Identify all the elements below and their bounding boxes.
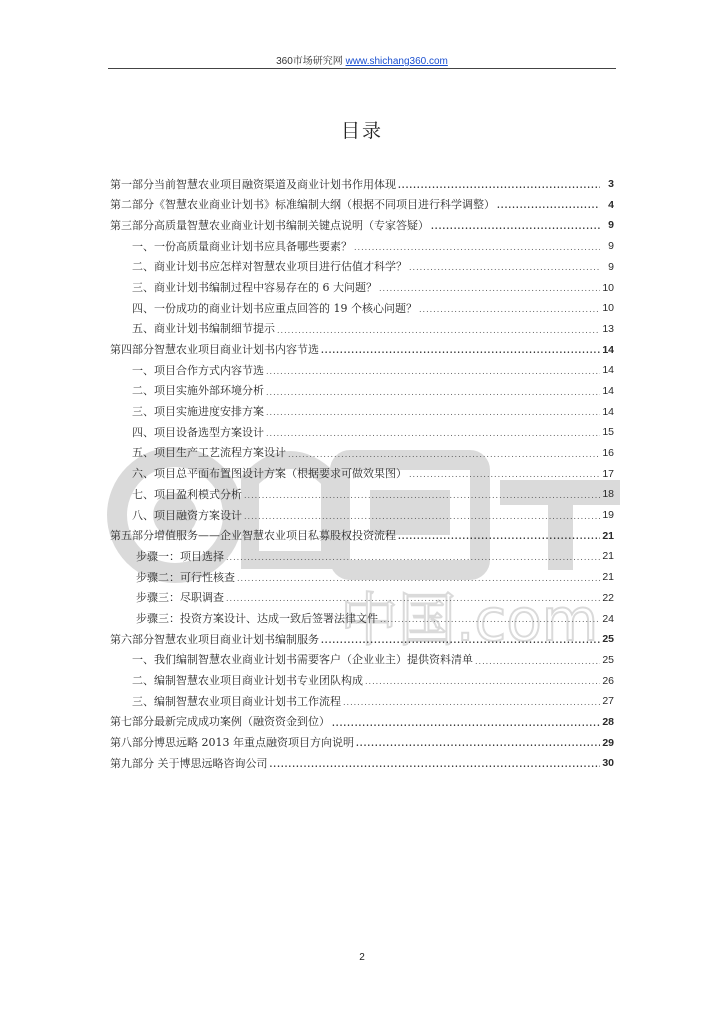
toc-entry-page-number: 10 xyxy=(602,281,614,294)
toc-entry-label: 二、商业计划书应怎样对智慧农业项目进行估值才科学？ xyxy=(132,260,407,274)
toc-leader-dots xyxy=(332,718,600,729)
toc-subsection-entry[interactable] xyxy=(110,273,614,294)
header-divider xyxy=(108,68,616,69)
toc-subsection-entry[interactable] xyxy=(110,667,614,688)
toc-entry-label: 第五部分增值服务——企业智慧农业项目私募股权投资流程 xyxy=(110,529,396,543)
toc-entry-label: 八、项目融资方案设计 xyxy=(132,508,242,522)
toc-entry-page-number: 4 xyxy=(608,198,614,211)
toc-entry-page-number: 25 xyxy=(602,653,614,666)
toc-leader-dots xyxy=(343,697,600,708)
toc-leader-dots xyxy=(380,614,600,625)
toc-entry-page-number: 29 xyxy=(602,736,614,749)
toc-entry-page-number: 15 xyxy=(602,426,614,439)
toc-entry-label: 二、项目实施外部环境分析 xyxy=(132,384,264,398)
toc-leader-dots xyxy=(277,325,600,336)
toc-subsection-entry[interactable] xyxy=(110,439,614,460)
toc-section-entry[interactable] xyxy=(110,749,614,770)
toc-leader-dots xyxy=(266,387,600,398)
toc-entry-label: 一、一份高质量商业计划书应具备哪些要素？ xyxy=(132,239,352,253)
toc-leader-dots xyxy=(321,345,600,356)
toc-subsection-entry[interactable] xyxy=(110,418,614,439)
toc-entry-label: 二、编制智慧农业项目商业计划书专业团队构成 xyxy=(132,674,363,687)
toc-entry-page-number: 9 xyxy=(608,240,614,253)
toc-section-entry[interactable] xyxy=(110,336,614,357)
toc-entry-page-number: 16 xyxy=(602,447,614,460)
toc-leader-dots xyxy=(379,283,600,294)
toc-leader-dots xyxy=(266,428,600,439)
toc-section-entry[interactable] xyxy=(110,170,614,191)
toc-subsection-entry[interactable] xyxy=(110,646,614,667)
toc-entry-label: 第二部分《智慧农业商业计划书》标准编制大纲（根据不同项目进行科学调整） xyxy=(110,198,495,212)
toc-leader-dots xyxy=(244,490,600,501)
toc-section-entry[interactable] xyxy=(110,522,614,543)
toc-entry-page-number: 27 xyxy=(602,695,614,708)
toc-leader-dots xyxy=(475,656,600,667)
toc-entry-page-number: 17 xyxy=(602,467,614,480)
toc-entry-page-number: 26 xyxy=(602,674,614,687)
page-title: 目录 xyxy=(340,120,383,142)
page-number: 2 xyxy=(359,952,365,963)
toc-entry-label: 七、项目盈利模式分析 xyxy=(132,487,242,501)
toc-subsection-entry[interactable] xyxy=(110,501,614,522)
toc-entry-label: 第七部分最新完成成功案例（融资资金到位） xyxy=(110,715,330,729)
toc-subsection-entry[interactable] xyxy=(110,584,614,605)
toc-subsection-entry[interactable] xyxy=(110,460,614,481)
toc-subsection-entry[interactable] xyxy=(110,604,614,625)
toc-leader-dots xyxy=(497,200,600,211)
header-url-link[interactable]: www.shichang360.com xyxy=(345,56,448,67)
toc-subsection-entry[interactable] xyxy=(110,232,614,253)
toc-entry-label: 一、项目合作方式内容节选 xyxy=(132,363,264,377)
toc-entry-page-number: 19 xyxy=(602,509,614,522)
toc-leader-dots xyxy=(226,593,600,604)
toc-entry-page-number: 21 xyxy=(602,571,614,584)
toc-leader-dots xyxy=(288,449,600,460)
toc-leader-dots xyxy=(244,511,600,522)
toc-subsection-entry[interactable] xyxy=(110,687,614,708)
toc-entry-label: 五、项目生产工艺流程方案设计 xyxy=(132,446,286,460)
toc-entry-page-number: 14 xyxy=(602,384,614,397)
toc-subsection-entry[interactable] xyxy=(110,377,614,398)
toc-leader-dots xyxy=(409,469,600,480)
toc-entry-page-number: 25 xyxy=(602,633,614,646)
toc-entry-label: 五、商业计划书编制细节提示 xyxy=(132,322,275,336)
toc-entry-page-number: 21 xyxy=(602,529,614,542)
toc-entry-page-number: 14 xyxy=(602,364,614,377)
toc-section-entry[interactable] xyxy=(110,729,614,750)
table-of-contents xyxy=(110,170,614,770)
toc-entry-page-number: 22 xyxy=(602,591,614,604)
watermark-text: 中国.com xyxy=(340,586,599,654)
toc-entry-label: 四、项目设备选型方案设计 xyxy=(132,425,264,439)
toc-subsection-entry[interactable] xyxy=(110,563,614,584)
toc-entry-label: 第一部分当前智慧农业项目融资渠道及商业计划书作用体现 xyxy=(110,177,396,191)
toc-section-entry[interactable] xyxy=(110,625,614,646)
toc-entry-label: 第三部分高质量智慧农业商业计划书编制关键点说明（专家答疑） xyxy=(110,218,429,232)
toc-leader-dots xyxy=(431,221,600,232)
toc-entry-label: 步骤二：可行性核查 xyxy=(136,570,235,584)
toc-entry-page-number: 28 xyxy=(602,715,614,728)
toc-section-entry[interactable] xyxy=(110,708,614,729)
toc-entry-page-number: 24 xyxy=(602,612,614,625)
toc-entry-page-number: 18 xyxy=(602,488,614,501)
toc-entry-page-number: 14 xyxy=(602,343,614,356)
toc-entry-label: 步骤三：投资方案设计、达成一致后签署法律文件 xyxy=(136,611,378,625)
toc-entry-label: 一、我们编制智慧农业商业计划书需要客户（企业业主）提供资料清单 xyxy=(132,653,473,667)
toc-entry-page-number: 30 xyxy=(602,757,614,770)
toc-entry-label: 第四部分智慧农业项目商业计划书内容节选 xyxy=(110,343,319,356)
toc-leader-dots xyxy=(237,573,600,584)
toc-entry-page-number: 3 xyxy=(608,178,614,191)
toc-entry-page-number: 13 xyxy=(602,322,614,335)
toc-leader-dots xyxy=(266,407,600,418)
toc-subsection-entry[interactable] xyxy=(110,356,614,377)
toc-entry-label: 第六部分智慧农业项目商业计划书编制服务 xyxy=(110,632,319,646)
toc-leader-dots xyxy=(356,738,600,749)
toc-leader-dots xyxy=(365,676,600,687)
toc-section-entry[interactable] xyxy=(110,191,614,212)
toc-entry-page-number: 9 xyxy=(608,219,614,232)
toc-leader-dots xyxy=(398,180,600,191)
toc-entry-label: 第九部分 关于博思远略咨询公司 xyxy=(110,756,268,770)
toc-entry-label: 步骤一：项目选择 xyxy=(136,549,224,563)
toc-entry-page-number: 21 xyxy=(602,550,614,563)
toc-subsection-entry[interactable] xyxy=(110,253,614,274)
toc-entry-page-number: 10 xyxy=(602,302,614,315)
toc-subsection-entry[interactable] xyxy=(110,480,614,501)
toc-leader-dots xyxy=(270,759,601,770)
toc-leader-dots xyxy=(354,242,600,253)
toc-entry-label: 三、编制智慧农业项目商业计划书工作流程 xyxy=(132,694,341,708)
toc-entry-label: 四、一份成功的商业计划书应重点回答的 19 个核心问题？ xyxy=(132,301,417,315)
header-site-name: 360市场研究网 xyxy=(276,56,343,67)
toc-section-entry[interactable] xyxy=(110,211,614,232)
toc-entry-page-number: 14 xyxy=(602,405,614,418)
toc-entry-label: 步骤三：尽职调查 xyxy=(136,591,224,605)
toc-leader-dots xyxy=(226,552,600,563)
toc-entry-label: 三、项目实施进度安排方案 xyxy=(132,405,264,419)
toc-leader-dots xyxy=(409,262,600,273)
toc-subsection-entry[interactable] xyxy=(110,315,614,336)
toc-leader-dots xyxy=(321,635,600,646)
toc-leader-dots xyxy=(266,366,600,377)
toc-entry-label: 三、商业计划书编制过程中容易存在的 6 大问题？ xyxy=(132,280,377,294)
toc-leader-dots xyxy=(398,531,600,542)
toc-entry-label: 第八部分博思远略 2013 年重点融资项目方向说明 xyxy=(110,736,354,750)
toc-leader-dots xyxy=(419,304,600,315)
toc-entry-label: 六、项目总平面布置图设计方案（根据要求可做效果图） xyxy=(132,467,407,481)
toc-subsection-entry[interactable] xyxy=(110,542,614,563)
page-header xyxy=(0,52,724,67)
toc-subsection-entry[interactable] xyxy=(110,294,614,315)
toc-entry-page-number: 9 xyxy=(608,260,614,273)
toc-subsection-entry[interactable] xyxy=(110,398,614,419)
